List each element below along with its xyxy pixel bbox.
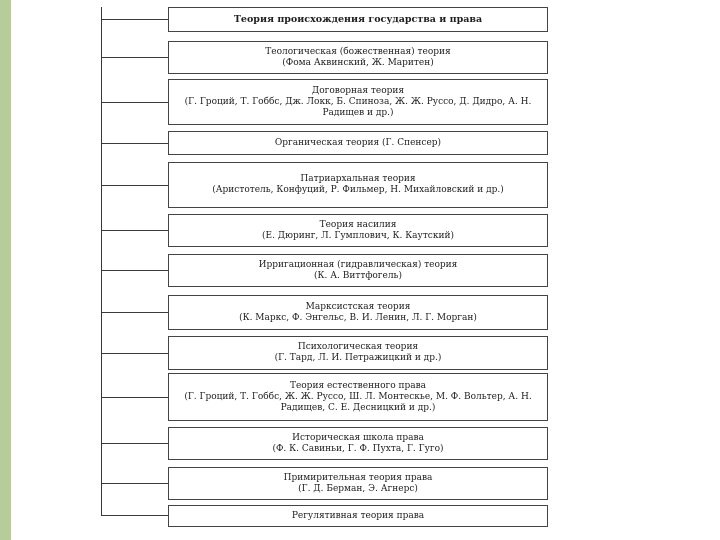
connector-branch xyxy=(101,443,168,444)
theory-name: Договорная теория xyxy=(311,85,405,96)
theory-box-organic xyxy=(168,131,548,155)
connector-branch xyxy=(101,230,168,231)
connector-branch xyxy=(101,102,168,103)
theory-authors: (Г. Гроций, Т. Гоббс, Ж. Ж. Руссо, Ш. Л. Монтескье, М. Ф. Вольтер, А. Н. Радищев, С. Е. Десницкий и др.) xyxy=(184,391,532,413)
connector-branch xyxy=(101,312,168,313)
connector-branch xyxy=(101,515,168,516)
theory-box-natural-law xyxy=(168,373,548,421)
theory-authors: (Е. Дюринг, Л. Гумплович, К. Каутский) xyxy=(262,230,454,241)
theory-name: Историческая школа права xyxy=(292,432,424,443)
theory-name: Примирительная теория права xyxy=(283,472,433,483)
connector-branch xyxy=(101,353,168,354)
theory-box-contract xyxy=(168,79,548,125)
connector-branch xyxy=(101,270,168,271)
theory-name: Ирригационная (гидравлическая) теория xyxy=(258,259,458,270)
theory-box-marxist xyxy=(168,295,548,330)
theory-box-historical-school xyxy=(168,427,548,460)
slide-accent-bar xyxy=(0,0,11,540)
connector-branch xyxy=(101,185,168,186)
diagram-title: Теория происхождения государства и права xyxy=(233,14,483,25)
theory-authors: (К. Маркс, Ф. Энгельс, В. И. Ленин, Л. Г. Морган) xyxy=(239,312,477,323)
theory-box-conciliatory xyxy=(168,467,548,500)
theory-name: Психологическая теория xyxy=(297,342,419,352)
theory-authors: (Г. Тард, Л. И. Петражицкий и др.) xyxy=(274,353,442,363)
connector-branch xyxy=(101,483,168,484)
theory-authors: (Фома Аквинский, Ж. Маритен) xyxy=(282,57,434,68)
theory-box-irrigation xyxy=(168,254,548,287)
connector-spine xyxy=(101,7,102,516)
theory-name: Марксистская теория xyxy=(305,301,411,312)
theory-box-violence xyxy=(168,214,548,247)
theory-box-theological xyxy=(168,41,548,74)
theory-name: Теория естественного права xyxy=(289,380,427,391)
connector-branch-title xyxy=(101,19,168,20)
theory-name: Теологическая (божественная) теория xyxy=(265,46,451,57)
connector-branch xyxy=(101,143,168,144)
theory-box-psychological xyxy=(168,336,548,370)
theory-name: Органическая теория (Г. Спенсер) xyxy=(274,137,442,148)
theory-name: Патриархальная теория xyxy=(300,174,416,184)
theory-box-regulatory xyxy=(168,505,548,527)
theory-authors: (Г. Гроций, Т. Гоббс, Дж. Локк, Б. Спиноза, Ж. Ж. Руссо, Д. Дидро, А. Н. Радищев и др.) xyxy=(184,96,532,118)
diagram-title-box xyxy=(168,7,548,32)
connector-branch xyxy=(101,397,168,398)
theory-name: Теория насилия xyxy=(319,219,397,230)
theory-authors: (Аристотель, Конфуций, Р. Фильмер, Н. Михайловский и др.) xyxy=(212,185,504,195)
theory-authors: (К. А. Виттфогель) xyxy=(314,270,402,281)
theory-name: Регулятивная теория права xyxy=(291,510,425,521)
theory-box-patriarchal xyxy=(168,162,548,208)
theory-diagram xyxy=(101,7,551,522)
theory-authors: (Г. Д. Берман, Э. Агнерс) xyxy=(298,483,418,494)
connector-branch xyxy=(101,57,168,58)
theory-authors: (Ф. К. Савиньи, Г. Ф. Пухта, Г. Гуго) xyxy=(272,443,444,454)
